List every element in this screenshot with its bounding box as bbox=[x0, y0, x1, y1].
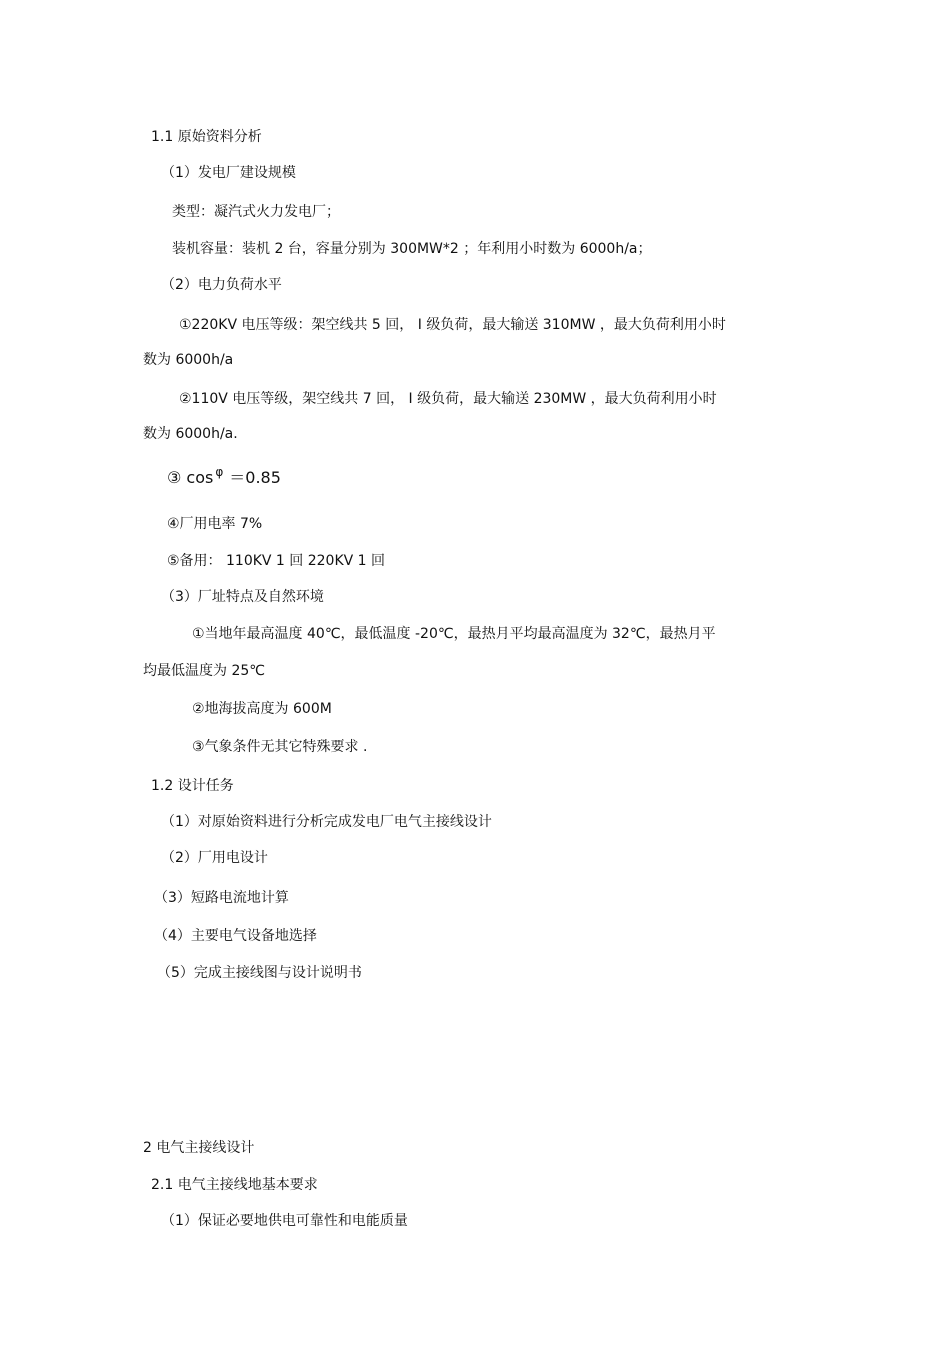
power-factor-value: ＝0.85 bbox=[229, 468, 281, 487]
text-temperature-cont: 均最低温度为 25℃ bbox=[143, 663, 265, 679]
task-item-2: （2）厂用电设计 bbox=[161, 850, 268, 866]
text-220kv-line: ①220KV 电压等级：架空线共 5 回， I 级负荷，最大输送 310MW ，最大负荷利用小时 bbox=[179, 317, 726, 333]
text-plant-type: 类型：凝汽式火力发电厂； bbox=[172, 204, 340, 220]
power-factor-prefix: ③ cos bbox=[167, 468, 214, 487]
text-220kv-line-cont: 数为 6000h/a bbox=[143, 352, 234, 368]
text-110v-line: ②110V 电压等级，架空线共 7 回， I 级负荷，最大输送 230MW ，最大负荷利用小时 bbox=[179, 391, 717, 407]
task-item-3: （3）短路电流地计算 bbox=[154, 890, 289, 906]
phi-symbol: φ bbox=[215, 465, 224, 479]
paragraph-site-environment: （3）厂址特点及自然环境 bbox=[161, 589, 324, 605]
section-heading-1-1: 1.1 原始资料分析 bbox=[151, 129, 262, 145]
text-altitude: ②地海拔高度为 600M bbox=[192, 701, 332, 717]
paragraph-load-level: （2）电力负荷水平 bbox=[161, 277, 282, 293]
text-auxiliary-rate: ④厂用电率 7% bbox=[167, 516, 263, 532]
text-installed-capacity: 装机容量：装机 2 台，容量分别为 300MW*2 ；年利用小时数为 6000h/a； bbox=[172, 241, 652, 257]
section-heading-1-2: 1.2 设计任务 bbox=[151, 778, 234, 794]
text-weather: ③气象条件无其它特殊要求 . bbox=[192, 739, 368, 755]
requirement-item-1: （1）保证必要地供电可靠性和电能质量 bbox=[161, 1213, 408, 1229]
text-backup: ⑤备用： 110KV 1 回 220KV 1 回 bbox=[167, 553, 386, 569]
paragraph-plant-scale: （1）发电厂建设规模 bbox=[161, 165, 296, 181]
power-factor-formula bbox=[167, 465, 281, 488]
section-heading-2-1: 2.1 电气主接线地基本要求 bbox=[151, 1177, 318, 1193]
text-temperature: ①当地年最高温度 40℃，最低温度 -20℃，最热月平均最高温度为 32℃，最热月平 bbox=[192, 626, 716, 642]
text-110v-line-cont: 数为 6000h/a. bbox=[143, 426, 238, 442]
task-item-1: （1）对原始资料进行分析完成发电厂电气主接线设计 bbox=[161, 814, 492, 830]
task-item-5: （5）完成主接线图与设计说明书 bbox=[157, 965, 362, 981]
task-item-4: （4）主要电气设备地选择 bbox=[154, 928, 317, 944]
section-heading-2: 2 电气主接线设计 bbox=[143, 1140, 255, 1156]
